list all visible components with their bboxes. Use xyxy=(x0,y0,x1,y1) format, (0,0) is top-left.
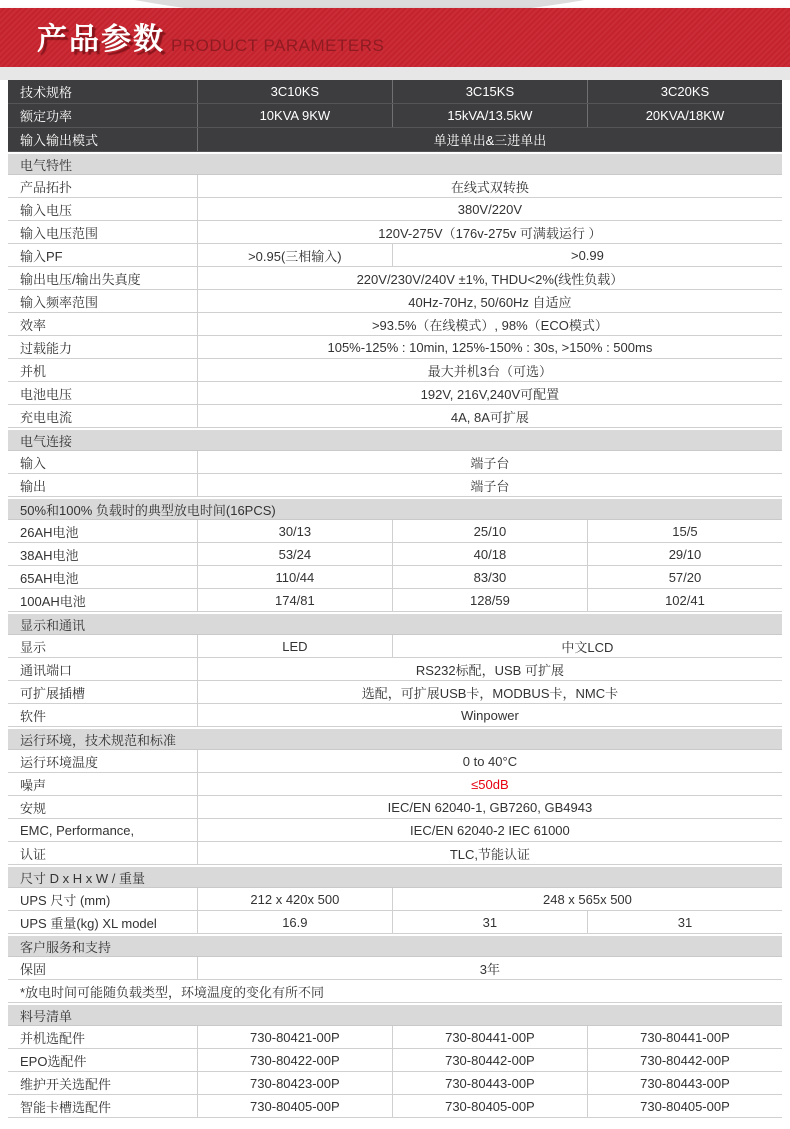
row-value: 730-80442-00P xyxy=(392,1049,587,1071)
row-label: 过载能力 xyxy=(20,340,73,356)
row-value: 57/20 xyxy=(587,566,782,588)
row-value: 30/13 xyxy=(197,520,392,542)
spec-row xyxy=(8,336,782,359)
row-value: 102/41 xyxy=(587,589,782,611)
section-header-row xyxy=(8,614,782,635)
row-value: 53/24 xyxy=(197,543,392,565)
section-header-row xyxy=(8,936,782,957)
row-label: 额定功率 xyxy=(20,109,73,124)
row-value: 单进单出&三进单出 xyxy=(197,128,782,151)
section-header-row xyxy=(8,499,782,520)
row-label: 维护开关选配件 xyxy=(20,1076,112,1092)
row-label: 智能卡槽选配件 xyxy=(20,1099,112,1115)
row-value: 15/5 xyxy=(587,520,782,542)
row-value: 730-80405-00P xyxy=(197,1095,392,1117)
row-value: 730-80443-00P xyxy=(587,1072,782,1094)
row-label: 输入电压范围 xyxy=(20,225,99,241)
section-header-row xyxy=(8,1005,782,1026)
spec-row xyxy=(8,957,782,980)
row-value: 730-80421-00P xyxy=(197,1026,392,1048)
row-label: 电池电压 xyxy=(20,386,73,402)
spec-row xyxy=(8,359,782,382)
spec-row xyxy=(8,704,782,727)
row-value: 31 xyxy=(392,911,587,933)
spec-row xyxy=(8,1026,782,1049)
row-label: UPS 重量(kg) XL model xyxy=(20,915,157,931)
row-value: 128/59 xyxy=(392,589,587,611)
spec-row xyxy=(8,658,782,681)
section-header-row xyxy=(8,154,782,175)
row-value: 25/10 xyxy=(392,520,587,542)
row-value: 31 xyxy=(587,911,782,933)
row-label: 软件 xyxy=(20,708,47,724)
row-value: 730-80441-00P xyxy=(392,1026,587,1048)
spec-row xyxy=(8,198,782,221)
row-value: 730-80423-00P xyxy=(197,1072,392,1094)
spec-row xyxy=(8,911,782,934)
row-value: 192V, 216V,240V可配置 xyxy=(197,382,782,404)
row-value: >0.95(三相输入) xyxy=(197,244,392,266)
row-value: 40/18 xyxy=(392,543,587,565)
row-value: LED xyxy=(197,635,392,657)
row-value: 730-80443-00P xyxy=(392,1072,587,1094)
row-value: 730-80442-00P xyxy=(587,1049,782,1071)
row-value: 730-80405-00P xyxy=(392,1095,587,1117)
row-value: TLC,节能认证 xyxy=(197,842,782,864)
banner-title-cn: 产品参数 xyxy=(37,23,165,56)
spec-row xyxy=(8,796,782,819)
row-value: 4A, 8A可扩展 xyxy=(197,405,782,427)
row-value: 16.9 xyxy=(197,911,392,933)
spec-row xyxy=(8,520,782,543)
row-label: 并机 xyxy=(20,363,47,379)
row-value: 83/30 xyxy=(392,566,587,588)
row-value: 最大并机3台（可选） xyxy=(197,359,782,381)
section-title: 尺寸 D x H x W / 重量 xyxy=(20,870,145,886)
section-title: 显示和通讯 xyxy=(20,617,86,633)
note-text: *放电时间可能随负载类型，环境温度的变化有所不同 xyxy=(20,984,325,1000)
spec-row xyxy=(8,543,782,566)
spec-row xyxy=(8,681,782,704)
row-label: UPS 尺寸 (mm) xyxy=(20,892,111,908)
row-label: EPO选配件 xyxy=(20,1053,87,1069)
row-value: >93.5%（在线模式）, 98%（ECO模式） xyxy=(197,313,782,335)
product-parameters-banner xyxy=(0,8,790,67)
spec-row xyxy=(8,888,782,911)
spec-row xyxy=(8,267,782,290)
row-value: 40Hz-70Hz, 50/60Hz 自适应 xyxy=(197,290,782,312)
section-title: 50%和100% 负载时的典型放电时间(16PCS) xyxy=(20,502,276,518)
row-value: 15kVA/13.5kW xyxy=(392,104,587,127)
row-value: 选配，可扩展USB卡，MODBUS卡，NMC卡 xyxy=(197,681,782,703)
row-label: 输出 xyxy=(20,478,47,494)
row-value: 380V/220V xyxy=(197,198,782,220)
spec-row xyxy=(8,405,782,428)
row-value: 248 x 565x 500 xyxy=(392,888,782,910)
section-title: 运行环境，技术规范和标准 xyxy=(20,732,177,748)
row-value: 3C15KS xyxy=(392,80,587,103)
row-label: 38AH电池 xyxy=(20,547,79,563)
row-value: 174/81 xyxy=(197,589,392,611)
spec-row xyxy=(8,313,782,336)
row-label: 效率 xyxy=(20,317,47,333)
row-label: 100AH电池 xyxy=(20,593,86,609)
row-label: 输入PF xyxy=(20,248,63,264)
section-header-row xyxy=(8,867,782,888)
row-value: 110/44 xyxy=(197,566,392,588)
row-label: 安规 xyxy=(20,800,47,816)
row-label: 并机选配件 xyxy=(20,1030,86,1046)
spec-row xyxy=(8,842,782,865)
row-value: 10KVA 9KW xyxy=(197,104,392,127)
row-label: 26AH电池 xyxy=(20,524,79,540)
row-label: 65AH电池 xyxy=(20,570,79,586)
row-value: 29/10 xyxy=(587,543,782,565)
model-header-row xyxy=(8,128,782,152)
row-value: 端子台 xyxy=(197,451,782,473)
spec-row xyxy=(8,635,782,658)
row-label: 认证 xyxy=(20,846,47,862)
row-label: 运行环境温度 xyxy=(20,754,99,770)
row-label: 充电电流 xyxy=(20,409,73,425)
row-value: 220V/230V/240V ±1%, THDU<2%(线性负载） xyxy=(197,267,782,289)
spec-row xyxy=(8,244,782,267)
section-title: 电气连接 xyxy=(20,433,73,449)
row-label: 产品拓扑 xyxy=(20,179,73,195)
row-value: 在线式双转换 xyxy=(197,175,782,197)
row-value: IEC/EN 62040-1, GB7260, GB4943 xyxy=(197,796,782,818)
model-header-row xyxy=(8,104,782,128)
section-header-row xyxy=(8,430,782,451)
row-value: 中文LCD xyxy=(392,635,782,657)
spec-row xyxy=(8,750,782,773)
row-label: 输入电压 xyxy=(20,202,73,218)
row-label: 保固 xyxy=(20,961,47,977)
spec-row xyxy=(8,773,782,796)
spec-row xyxy=(8,1095,782,1118)
spec-row xyxy=(8,589,782,612)
spec-row xyxy=(8,290,782,313)
row-label: 噪声 xyxy=(20,777,47,793)
spec-row xyxy=(8,175,782,198)
row-value: 730-80422-00P xyxy=(197,1049,392,1071)
spec-row xyxy=(8,221,782,244)
row-label: 通讯端口 xyxy=(20,662,73,678)
row-value: ≤50dB xyxy=(197,773,782,795)
row-label: 输出电压/输出失真度 xyxy=(20,271,141,287)
row-value: 3C20KS xyxy=(587,80,782,103)
row-label: 可扩展插槽 xyxy=(20,685,86,701)
row-value: Winpower xyxy=(197,704,782,726)
row-value: 3C10KS xyxy=(197,80,392,103)
spec-row xyxy=(8,451,782,474)
spec-row xyxy=(8,1049,782,1072)
section-header-row xyxy=(8,729,782,750)
note-row xyxy=(8,980,782,1003)
row-value: 730-80405-00P xyxy=(587,1095,782,1117)
row-label: 显示 xyxy=(20,639,47,655)
spec-row xyxy=(8,1072,782,1095)
row-label: 技术规格 xyxy=(20,85,73,100)
row-label: 输入输出模式 xyxy=(20,133,99,148)
spec-row xyxy=(8,566,782,589)
row-value: 212 x 420x 500 xyxy=(197,888,392,910)
row-value: 730-80441-00P xyxy=(587,1026,782,1048)
banner-bottom-strip xyxy=(0,67,790,80)
row-value: 0 to 40°C xyxy=(197,750,782,772)
spec-row xyxy=(8,819,782,842)
row-value: 3年 xyxy=(197,957,782,979)
row-value: RS232标配，USB 可扩展 xyxy=(197,658,782,680)
section-title: 电气特性 xyxy=(20,157,73,173)
row-value: 105%-125% : 10min, 125%-150% : 30s, >150% : 500ms xyxy=(197,336,782,358)
row-label: 输入 xyxy=(20,455,47,471)
model-header-row xyxy=(8,80,782,104)
spec-row xyxy=(8,382,782,405)
section-title: 客户服务和支持 xyxy=(20,939,112,955)
row-value: 20KVA/18KW xyxy=(587,104,782,127)
section-title: 料号清单 xyxy=(20,1008,73,1024)
row-value: 120V-275V（176v-275v 可满载运行 ） xyxy=(197,221,782,243)
row-value: >0.99 xyxy=(392,244,782,266)
row-value: IEC/EN 62040-2 IEC 61000 xyxy=(197,819,782,841)
spec-row xyxy=(8,474,782,497)
row-label: 输入频率范围 xyxy=(20,294,99,310)
banner-title-en: PRODUCT PARAMETERS xyxy=(171,36,385,55)
row-value: 端子台 xyxy=(197,474,782,496)
spec-table xyxy=(8,80,782,1118)
row-label: EMC, Performance, xyxy=(20,822,135,838)
